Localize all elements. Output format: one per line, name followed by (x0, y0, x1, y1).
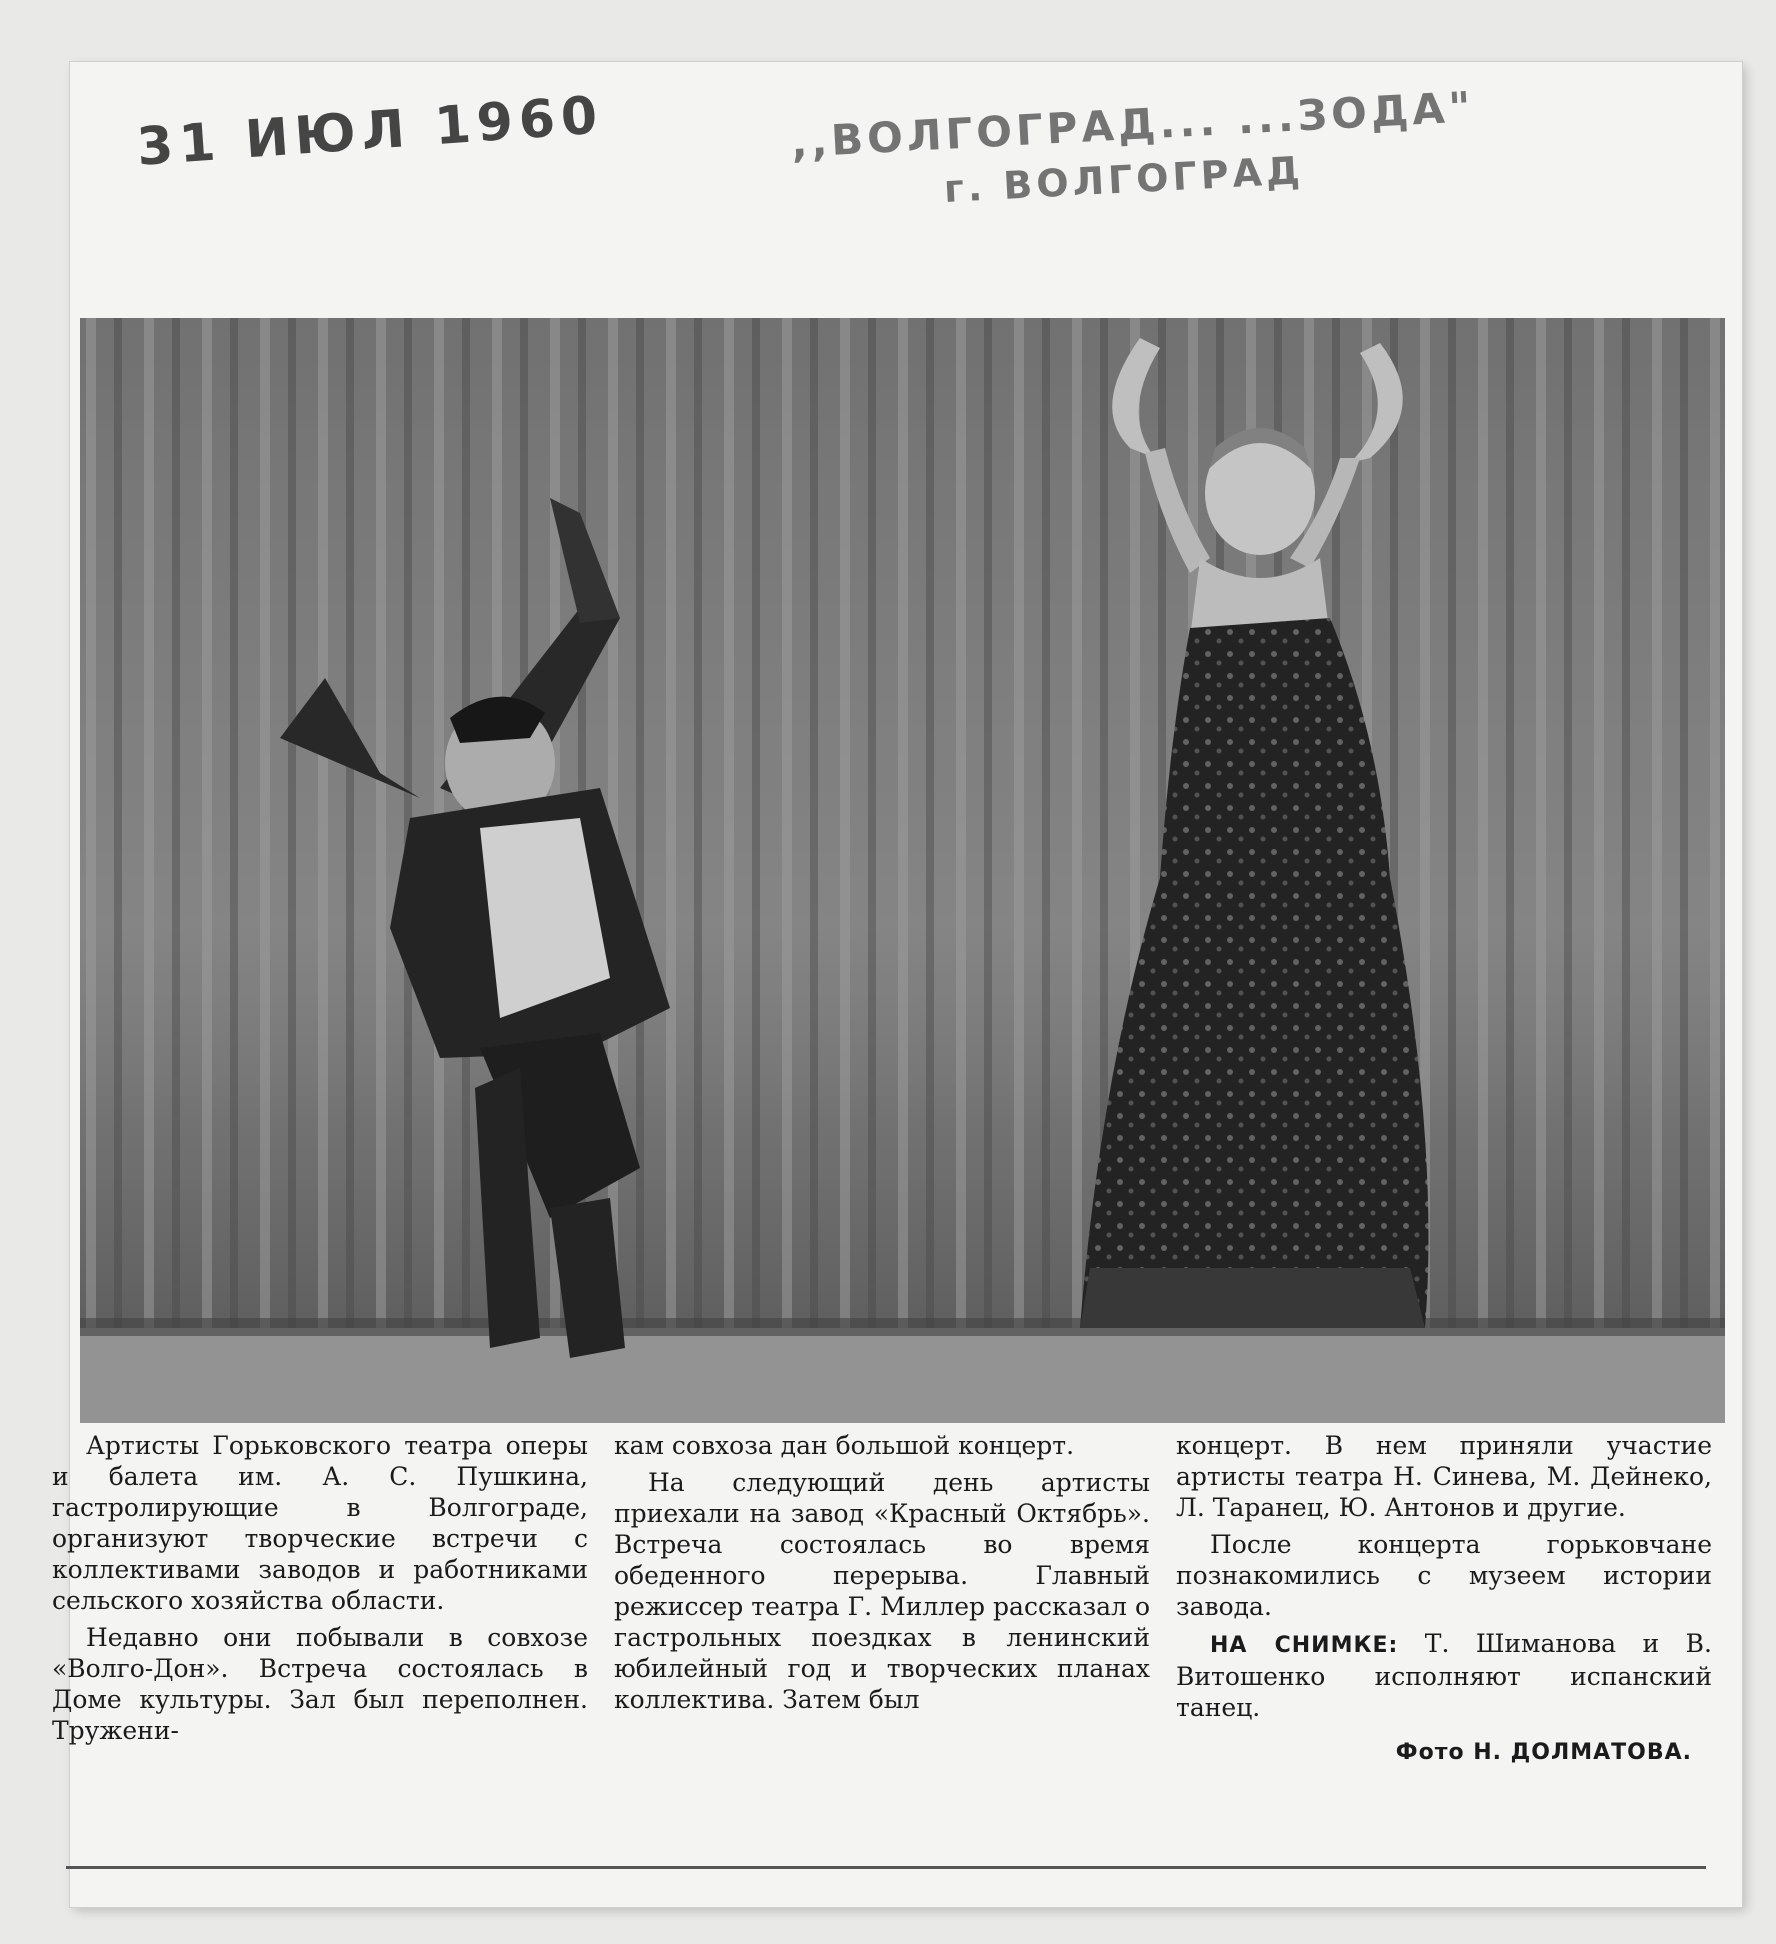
publication-city: г. ВОЛГОГРАД (942, 148, 1305, 212)
photo-caption (1176, 1628, 1712, 1723)
article-paragraph: На следующий день артисты приехали на завод «Красный Октябрь». Встреча состоялась во время обеденного перерыва. Главный режиссер театра Г. Миллер рассказал о гастрольных поездках в ленинский юбилейный год и творческих планах коллектива. Затем был (614, 1468, 1150, 1714)
publication-name: ,,ВОЛГОГРАД... ...ЗОДА" (790, 82, 1476, 167)
date-stamp: 31 ИЮЛ 1960 (135, 85, 606, 178)
article-paragraph: Недавно они побывали в совхозе «Волго-Дон». Встреча состоялась в Доме культуры. Зал был переполнен. Тружени- (52, 1623, 588, 1745)
dance-photo (80, 318, 1725, 1423)
article-paragraph: Артисты Горьковского театра оперы и балета им. А. С. Пушкина, гастролирующие в Волгограде, организуют творческие встречи с коллективами заводов и работниками сельского хозяйства области. (52, 1431, 588, 1615)
article-body (52, 1430, 1712, 1820)
article-column-1 (52, 1430, 588, 1820)
caption-label: НА СНИМКЕ: (1210, 1633, 1399, 1658)
article-column-2 (614, 1430, 1150, 1820)
photo-credit: Фото Н. ДОЛМАТОВА. (1395, 1740, 1692, 1765)
article-paragraph: кам совхоза дан большой концерт. (614, 1431, 1075, 1460)
bottom-rule (66, 1866, 1706, 1869)
article-paragraph: концерт. В нем приняли участие артисты театра Н. Синева, М. Дейнеко, Л. Таранец, Ю. Антонов и другие. (1176, 1431, 1712, 1522)
article-paragraph: После концерта горьковчане познакомились с музеем истории завода. (1176, 1530, 1712, 1621)
article-column-3 (1176, 1430, 1712, 1820)
caption-text: Т. Шиманова и В. Витошенко исполняют испанский танец. (1176, 1629, 1712, 1722)
